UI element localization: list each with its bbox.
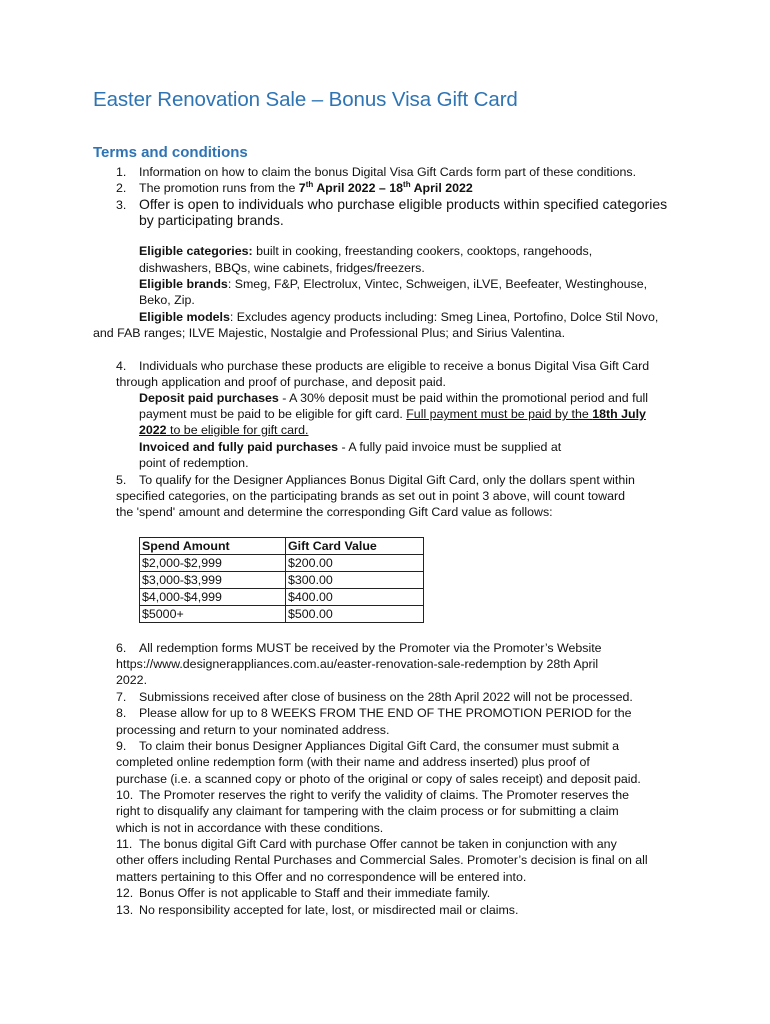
item-number: 13. (116, 903, 134, 917)
item-11-line: matters pertaining to this Offer and no correspondence will be entered into. (116, 870, 527, 884)
table-row (140, 606, 424, 623)
item-number: 1. (116, 165, 127, 179)
invoiced-paid: Invoiced and fully paid purchases - A fully paid invoice must be supplied at (139, 440, 562, 454)
item-6-line: https://www.designerappliances.com.au/easter-renovation-sale-redemption by 28th April (116, 657, 599, 671)
item-10-line: The Promoter reserves the right to verify the validity of claims. The Promoter reserves the (139, 788, 630, 802)
item-7-line: Submissions received after close of business on the 28th April 2022 will not be processed. (139, 690, 633, 704)
item-9-line: To claim their bonus Designer Appliances Digital Gift Card, the consumer must submit a (139, 739, 620, 753)
gift-card-table (139, 537, 424, 623)
deposit-paid-cont: 2022 to be eligible for gift card. (139, 423, 309, 437)
eligible-categories: Eligible categories: built in cooking, freestanding cookers, cooktops, rangehoods, (139, 244, 593, 258)
table-cell: $2,000-$2,999 (140, 555, 286, 572)
item-number: 7. (116, 690, 127, 704)
table-row (140, 572, 424, 589)
item-4-line: Individuals who purchase these products are eligible to receive a bonus Digital Visa Gift Card (139, 359, 650, 373)
table-cell: $3,000-$3,999 (140, 572, 286, 589)
item-11-line: other offers including Rental Purchases and Commercial Sales. Promoter’s decision is final on all (116, 853, 648, 867)
table-cell: $5000+ (140, 606, 286, 623)
item-9-line: completed online redemption form (with their name and address inserted) plus proof of (116, 755, 590, 769)
item-2-text: The promotion runs from the 7th April 2022 – 18th April 2022 (139, 179, 473, 195)
item-number: 9. (116, 739, 127, 753)
item-number: 3. (116, 198, 127, 212)
item-11-line: The bonus digital Gift Card with purchase Offer cannot be taken in conjunction with any (139, 837, 617, 851)
item-5-line: To qualify for the Designer Appliances Bonus Digital Gift Card, only the dollars spent within (139, 473, 635, 487)
item-number: 11. (116, 837, 133, 851)
item-12-line: Bonus Offer is not applicable to Staff and their immediate family. (139, 886, 491, 900)
item-number: 5. (116, 473, 127, 487)
invoiced-paid-cont: point of redemption. (139, 456, 249, 470)
item-8-line: Please allow for up to 8 WEEKS FROM THE END OF THE PROMOTION PERIOD for the (139, 706, 632, 720)
deposit-paid: Deposit paid purchases - A 30% deposit must be paid within the promotional period and full (139, 391, 648, 405)
item-10-line: which is not in accordance with these conditions. (116, 821, 384, 835)
table-header-row (140, 538, 424, 555)
item-3-line: Offer is open to individuals who purchase eligible products within specified categories (139, 196, 668, 212)
item-5-line: the 'spend' amount and determine the corresponding Gift Card value as follows: (116, 505, 553, 519)
item-10-line: right to disqualify any claimant for tampering with the claim process or for submitting a claim (116, 804, 619, 818)
eligible-brands: Eligible brands: Smeg, F&P, Electrolux, Vintec, Schweigen, iLVE, Beefeater, Westinghouse, (139, 277, 648, 291)
item-3-line: by participating brands. (139, 212, 284, 228)
table-cell: $200.00 (286, 555, 424, 572)
item-number: 12. (116, 886, 134, 900)
item-13-line: No responsibility accepted for late, lost, or misdirected mail or claims. (139, 903, 519, 917)
item-number: 4. (116, 359, 127, 373)
table-cell: $300.00 (286, 572, 424, 589)
item-8-line: processing and return to your nominated address. (116, 723, 390, 737)
table-cell: $400.00 (286, 589, 424, 606)
item-6-line: All redemption forms MUST be received by the Promoter via the Promoter’s Website (139, 641, 602, 655)
eligible-models-cont: and FAB ranges; ILVE Majestic, Nostalgie and Professional Plus; and Sirius Valentina. (93, 326, 566, 340)
deposit-paid-cont: payment must be paid to be eligible for gift card. Full payment must be paid by the 18th July (139, 407, 646, 421)
item-5-line: specified categories, on the participating brands as set out in point 3 above, will count toward (116, 489, 626, 503)
eligible-models: Eligible models: Excludes agency products including: Smeg Linea, Portofino, Dolce Stil Novo, (139, 310, 659, 324)
table-row (140, 555, 424, 572)
column-header: Spend Amount (140, 538, 286, 555)
item-6-line: 2022. (116, 673, 148, 687)
item-number: 8. (116, 706, 127, 720)
item-number: 6. (116, 641, 127, 655)
item-4-line: through application and proof of purchase, and deposit paid. (116, 375, 446, 389)
table-row (140, 589, 424, 606)
column-header: Gift Card Value (286, 538, 424, 555)
item-1-text: Information on how to claim the bonus Digital Visa Gift Cards form part of these conditions. (139, 165, 637, 179)
item-number: 2. (116, 181, 127, 195)
table-cell: $500.00 (286, 606, 424, 623)
item-9-line: purchase (i.e. a scanned copy or photo of the original or copy of sales receipt) and deposit paid. (116, 772, 641, 786)
eligible-brands-cont: Beko, Zip. (139, 293, 195, 307)
item-number: 10. (116, 788, 134, 802)
table-cell: $4,000-$4,999 (140, 589, 286, 606)
eligible-categories-cont: dishwashers, BBQs, wine cabinets, fridges/freezers. (139, 261, 425, 275)
section-heading: Terms and conditions (93, 144, 248, 161)
document-title: Easter Renovation Sale – Bonus Visa Gift Card (93, 88, 518, 111)
